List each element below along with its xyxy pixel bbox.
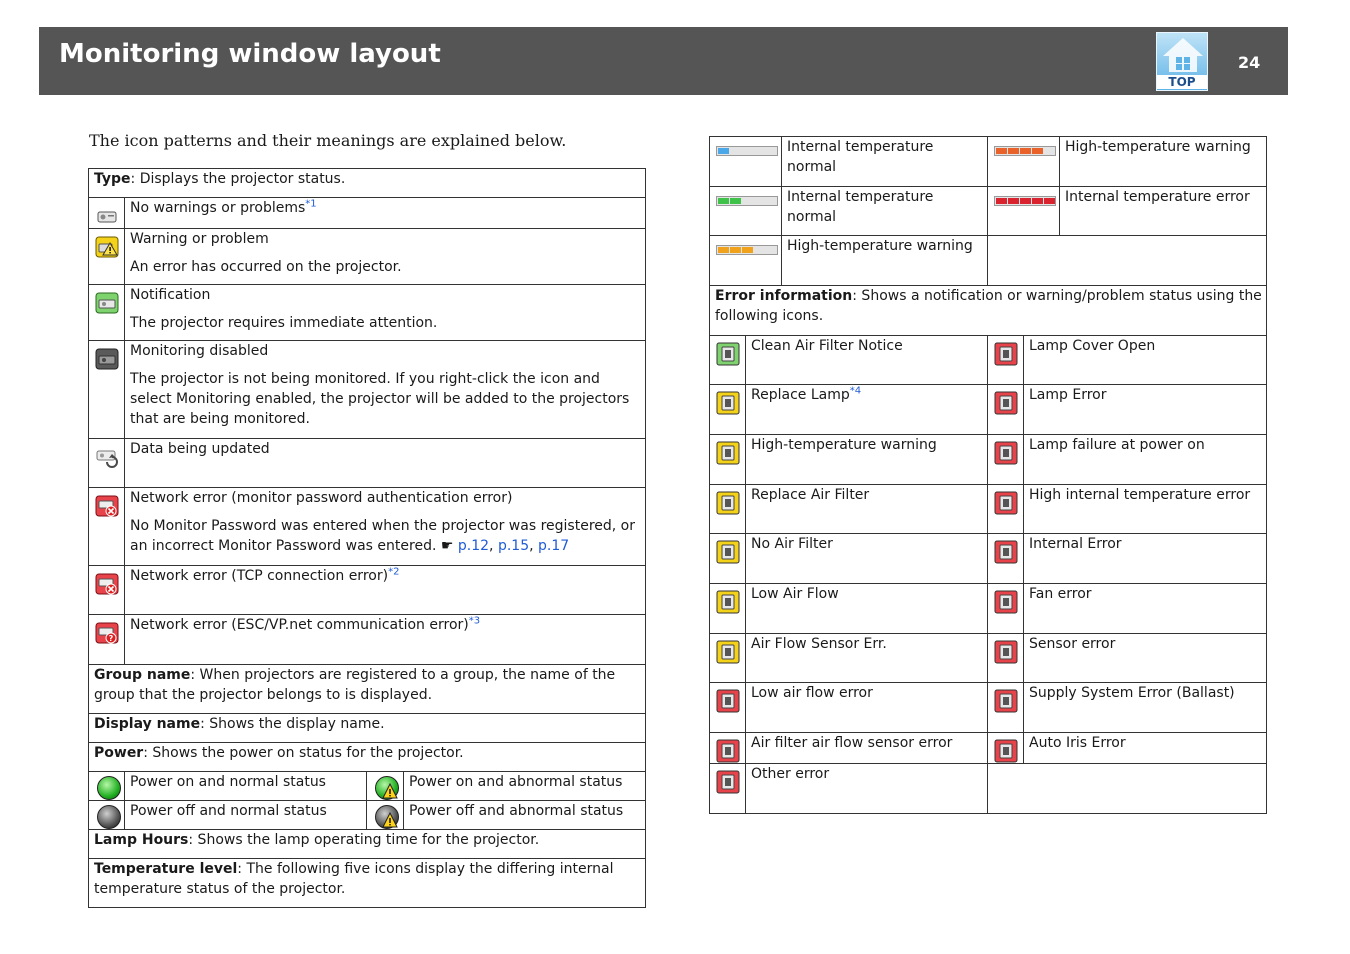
power-state-label: Power off and abnormal status xyxy=(409,803,624,819)
temperature-segment xyxy=(730,247,741,253)
temperature-level-label: High-temperature warning xyxy=(1065,139,1251,155)
replace-lamp-icon xyxy=(716,391,740,415)
lamp-failure-icon xyxy=(994,441,1018,465)
footnote-ref[interactable]: *4 xyxy=(849,385,862,397)
no-air-filter-icon xyxy=(716,540,740,564)
sensor-error-icon xyxy=(994,640,1018,664)
high-temp-warning-icon xyxy=(716,441,740,465)
power-desc: : Shows the power on status for the projector. xyxy=(143,745,464,761)
error-label: Other error xyxy=(751,766,830,782)
pointer-icon: ☛ xyxy=(440,538,454,554)
error-info-desc: : Shows a notification or warning/problem status using the following icons. xyxy=(715,288,1262,324)
type-desc: : Displays the projector status. xyxy=(130,171,346,187)
temperature-segment xyxy=(1032,198,1043,204)
temperature-segment xyxy=(1008,198,1019,204)
link-separator: , xyxy=(529,538,539,554)
status-desc: No Monitor Password was entered when the projector was registered, or an incorrect Monitor Password was entered. xyxy=(130,518,635,554)
other-error-icon xyxy=(716,770,740,794)
error-label: Air filter air flow sensor error xyxy=(751,735,953,751)
power-label: Power xyxy=(94,745,144,761)
top-label: TOP xyxy=(1157,75,1207,89)
power-on-normal-icon xyxy=(97,776,121,800)
svg-text:?: ? xyxy=(108,634,114,643)
temperature-segment xyxy=(1020,148,1031,154)
error-row xyxy=(710,634,1267,683)
temperature-desc: : The following five icons display the differing internal temperature status of the projector. xyxy=(94,861,614,897)
error-label: Clean Air Filter Notice xyxy=(751,338,903,354)
temperature-level-label: Internal temperature error xyxy=(1065,189,1250,205)
temperature-level-icon xyxy=(994,146,1056,156)
error-row xyxy=(710,584,1267,634)
group-desc: : When projectors are registered to a group, the name of the group that the projector belongs to is displayed. xyxy=(94,667,616,703)
temperature-segment xyxy=(1020,198,1031,204)
status-desc: The projector requires immediate attention. xyxy=(130,315,438,331)
type-row xyxy=(89,169,646,198)
display-row xyxy=(89,714,646,743)
status-title: No warnings or problems xyxy=(130,200,306,216)
lamp-error-icon xyxy=(994,391,1018,415)
status-title: Network error (monitor password authentication error) xyxy=(130,490,513,506)
footnote-ref[interactable]: *2 xyxy=(388,566,400,578)
temperature-level-icon xyxy=(994,196,1056,206)
error-label: Internal Error xyxy=(1029,536,1122,552)
error-label: Low Air Flow xyxy=(751,586,839,602)
temperature-segment xyxy=(996,198,1007,204)
temperature-level-icon xyxy=(716,146,778,156)
group-label: Group name xyxy=(94,667,191,683)
temperature-label: Temperature level xyxy=(94,861,238,877)
low-air-flow-icon xyxy=(716,590,740,614)
error-row xyxy=(710,336,1267,385)
monitoring-disabled-icon xyxy=(95,347,119,371)
low-air-flow-error-icon xyxy=(716,689,740,713)
top-button[interactable] xyxy=(1156,32,1208,91)
error-row xyxy=(710,764,1267,814)
lamp-cover-open-icon xyxy=(994,342,1018,366)
temperature-row xyxy=(89,859,646,908)
status-table xyxy=(88,168,646,908)
temperature-level-label: High-temperature warning xyxy=(787,238,973,254)
status-title: Monitoring disabled xyxy=(130,343,269,359)
error-icons-table xyxy=(709,335,1267,814)
status-title: Data being updated xyxy=(130,441,270,457)
temperature-error-table xyxy=(709,136,1267,336)
temperature-segment xyxy=(996,148,1007,154)
power-off-normal-icon xyxy=(97,805,121,829)
temperature-level-label: Internal temperature normal xyxy=(787,189,934,225)
temperature-level-icon xyxy=(716,245,778,255)
notification-icon xyxy=(95,291,119,315)
type-label: Type xyxy=(94,171,131,187)
error-label: Lamp Error xyxy=(1029,387,1107,403)
page-title: Monitoring window layout xyxy=(59,39,441,69)
clean-air-filter-icon xyxy=(716,342,740,366)
supply-system-error-icon xyxy=(994,689,1018,713)
error-row xyxy=(710,435,1267,485)
error-row xyxy=(710,683,1267,733)
status-title: Notification xyxy=(130,287,211,303)
air-filter-sensor-error-icon xyxy=(716,739,740,763)
power-on-abnormal-icon xyxy=(375,776,399,800)
error-label: Supply System Error (Ballast) xyxy=(1029,685,1235,701)
power-state-label: Power on and normal status xyxy=(130,774,326,790)
warning-icon xyxy=(95,235,119,259)
error-label: Low air flow error xyxy=(751,685,873,701)
power-row xyxy=(89,743,646,772)
temperature-segment xyxy=(1044,198,1055,204)
status-title: Network error (ESC/VP.net communication error) xyxy=(130,617,469,633)
temperature-segment xyxy=(718,247,729,253)
network-error-esc-icon xyxy=(95,621,119,645)
lamp-row xyxy=(89,830,646,859)
status-title: Network error (TCP connection error) xyxy=(130,568,389,584)
error-row xyxy=(710,534,1267,584)
error-label: High internal temperature error xyxy=(1029,487,1251,503)
fan-error-icon xyxy=(994,590,1018,614)
error-label: Replace Lamp xyxy=(751,387,850,403)
temperature-segment xyxy=(1032,148,1043,154)
error-info-label: Error information xyxy=(715,288,853,304)
error-label: Air Flow Sensor Err. xyxy=(751,636,887,652)
footnote-ref[interactable]: *3 xyxy=(468,615,481,627)
error-label: Fan error xyxy=(1029,586,1092,602)
data-updating-icon xyxy=(95,445,119,469)
intro-text: The icon patterns and their meanings are explained below. xyxy=(89,131,567,150)
replace-air-filter-icon xyxy=(716,491,740,515)
high-internal-temp-icon xyxy=(994,491,1018,515)
power-off-abnormal-icon xyxy=(375,805,399,829)
temperature-segment xyxy=(1008,148,1019,154)
error-row xyxy=(710,733,1267,764)
error-label: Lamp failure at power on xyxy=(1029,437,1205,453)
internal-error-icon xyxy=(994,540,1018,564)
error-label: Lamp Cover Open xyxy=(1029,338,1156,354)
air-flow-sensor-error-icon xyxy=(716,640,740,664)
temperature-level-icon xyxy=(716,196,778,206)
error-label: Sensor error xyxy=(1029,636,1116,652)
temperature-segment xyxy=(718,198,729,204)
error-label: Auto Iris Error xyxy=(1029,735,1126,751)
page-number: 24 xyxy=(1238,53,1261,72)
home-icon xyxy=(1161,36,1205,74)
display-desc: : Shows the display name. xyxy=(200,716,385,732)
status-title: Warning or problem xyxy=(130,231,269,247)
temperature-segment xyxy=(730,198,741,204)
projector-normal-icon xyxy=(95,204,119,228)
error-info-row xyxy=(710,286,1267,336)
error-label: Replace Air Filter xyxy=(751,487,870,503)
lamp-label: Lamp Hours xyxy=(94,832,189,848)
link-separator: , xyxy=(489,538,498,554)
auto-iris-error-icon xyxy=(994,739,1018,763)
temperature-level-label: Internal temperature normal xyxy=(787,139,934,175)
temperature-segment xyxy=(718,148,729,154)
group-row xyxy=(89,665,646,714)
temperature-segment xyxy=(742,247,753,253)
lamp-desc: : Shows the lamp operating time for the projector. xyxy=(188,832,540,848)
power-state-label: Power on and abnormal status xyxy=(409,774,623,790)
display-label: Display name xyxy=(94,716,201,732)
page-link-15[interactable]: p.15 xyxy=(497,538,530,554)
page-link-17[interactable]: p.17 xyxy=(538,538,570,554)
error-row xyxy=(710,385,1267,435)
error-label: High-temperature warning xyxy=(751,437,937,453)
status-desc: An error has occurred on the projector. xyxy=(130,259,402,275)
network-error-password-icon xyxy=(95,494,119,518)
power-state-label: Power off and normal status xyxy=(130,803,327,819)
error-label: No Air Filter xyxy=(751,536,833,552)
page-link-12[interactable]: p.12 xyxy=(457,538,490,554)
error-row xyxy=(710,485,1267,534)
footnote-ref[interactable]: *1 xyxy=(305,198,317,210)
status-desc: The projector is not being monitored. If you right-click the icon and select Monitoring enabled, the projector will be added to the projectors that are being monitored. xyxy=(130,371,630,427)
network-error-tcp-icon xyxy=(95,572,119,596)
page-header xyxy=(39,27,1288,95)
